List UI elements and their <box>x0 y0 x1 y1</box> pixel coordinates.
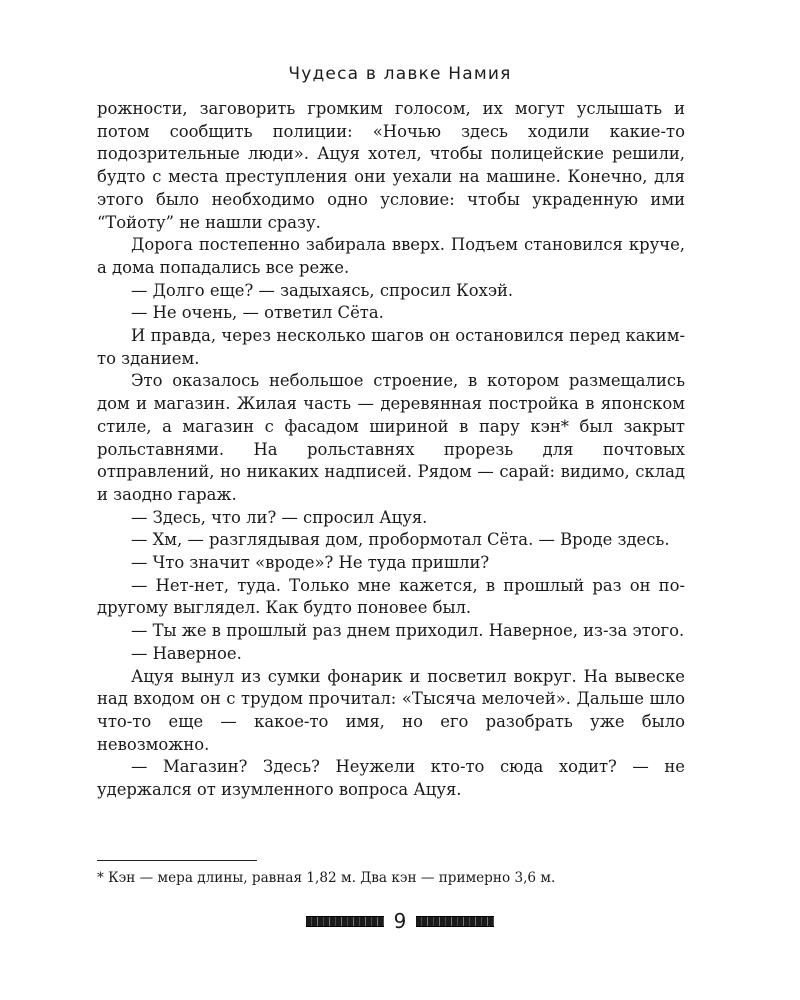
running-header: Чудеса в лавке Намия <box>288 64 512 84</box>
paragraph: Ацуя вынул из сумки фонарик и посветил вокруг. На вывеске над входом он с трудом прочитал: «Тысяча мелочей». Дальше шло что-то еще — какое-то имя, но его разобрать уже было невозможно. <box>97 666 685 754</box>
paragraph: Дорога постепенно забирала вверх. Подъем становился круче, а дома попадались все реже. <box>97 235 685 277</box>
paragraph: рожности, заговорить громким голосом, их могут услышать и потом сообщить полиции: «Ночью здесь ходили какие-то подозрительные люди». Ацуя хотел, чтобы полицейские решили, будто с места преступления они уехали на машине. Конечно, для этого было необходимо одно условие: чтобы украденную ими “Тойоту” не нашли сразу. <box>97 99 685 232</box>
folio <box>0 906 800 936</box>
page-body <box>97 98 685 802</box>
paragraph: — Магазин? Здесь? Неужели кто-то сюда ходит? — не удержался от изумленного вопроса Ацуя. <box>97 757 685 800</box>
page-number: 9 <box>393 909 407 933</box>
paragraph: — Наверное. <box>131 643 242 663</box>
ornament-right-icon <box>416 916 494 927</box>
paragraph: — Не очень, — ответил Сёта. <box>131 303 384 323</box>
paragraph: — Долго еще? — задыхаясь, спросил Кохэй. <box>131 280 514 300</box>
ornament-left-icon <box>306 916 384 927</box>
paragraph: — Нет-нет, туда. Только мне кажется, в прошлый раз он по-другому выглядел. Как будто поновее был. <box>97 575 685 618</box>
paragraph: — Хм, — разглядывая дом, пробормотал Сёта. — Вроде здесь. <box>131 530 670 550</box>
paragraph: Это оказалось небольшое строение, в котором размещались дом и магазин. Жилая часть — деревянная постройка в японском стиле, а магазин с фасадом шириной в пару кэн* был закрыт рольставнями. На рольставнях прорезь для почтовых отправлений, но никаких надписей. Рядом — сарай: видимо, склад и заодно гараж. <box>97 371 685 504</box>
paragraph: — Что значит «вроде»? Не туда пришли? <box>131 553 490 573</box>
footnote: * Кэн — мера длины, равная 1,82 м. Два кэн — примерно 3,6 м. <box>97 870 556 886</box>
paragraph: — Ты же в прошлый раз днем приходил. Наверное, из-за этого. <box>131 621 685 641</box>
paragraph: — Здесь, что ли? — спросил Ацуя. <box>131 507 428 527</box>
footnote-divider <box>97 860 257 861</box>
paragraph: И правда, через несколько шагов он остановился перед каким-то зданием. <box>97 326 685 368</box>
